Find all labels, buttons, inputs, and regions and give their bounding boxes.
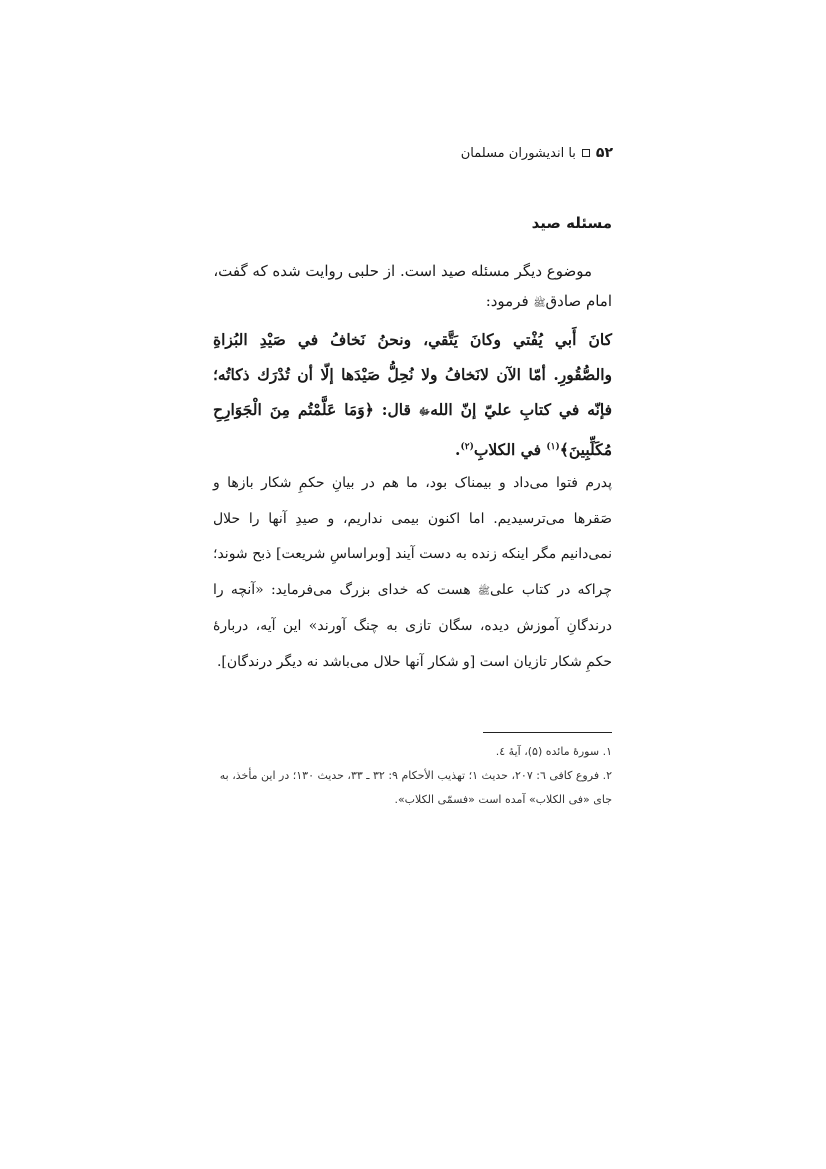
translation-part-1: پدرم فتوا می‌داد و بیمناک بود، ما هم در بیانِ حکمِ شکار بازها و صَقرها می‌ترسیدیم. اما اکنون بیمی نداریم، و صیدِ آنها را حلال نمی‌دانیم مگر اینکه زنده به دست آیند [وبراساسِ شریعت] ذبح شوند؛ چراکه در کتاب علی (213, 475, 612, 598)
salutation-symbol: ﷺ (533, 298, 546, 309)
intro-line-2 (213, 286, 612, 319)
quote-salutation-symbol: ﷻ (418, 407, 431, 418)
page-number: ۵۲ (595, 145, 613, 161)
quote-end: . (455, 440, 461, 460)
intro-paragraph (213, 256, 612, 319)
arabic-hadith-quote (213, 322, 612, 467)
quote-part-3: في الكلابِ (473, 440, 541, 460)
section-title: مسئله صید (531, 214, 612, 232)
book-title: با اندیشوران مسلمان (460, 145, 576, 161)
footnotes (213, 740, 612, 812)
footnote-text: فروع کافی ٦: ٢٠٧، حدیث ١؛ تهذیب الأحکام ٩: ٣٢ ـ ٣٣، حدیث ١٣٠؛ در این مأخذ، به جای «فی الکلاب» آمده است «فسمّی الکلاب». (219, 769, 612, 806)
footnote-number: ۱. (602, 745, 612, 758)
persian-translation (213, 466, 612, 680)
intro-said: فرمود: (485, 292, 529, 310)
quote-verse: قال: ﴿وَمَا عَلَّمْتُم مِنَ الْجَوَارِحِ مُكَلِّبِينَ﴾ (213, 400, 612, 460)
footnote-text: سورهٔ مائده (۵)، آیهٔ ٤. (495, 745, 600, 758)
footnote-2 (213, 764, 612, 812)
square-bullet-icon (582, 149, 590, 157)
footnote-separator (483, 732, 612, 733)
running-header (455, 142, 613, 164)
footnote-ref-2[interactable]: (۲) (460, 442, 474, 452)
translation-salutation-symbol: ﷺ (477, 585, 490, 597)
footnote-number: ۲. (602, 769, 612, 782)
footnote-ref-1[interactable]: (۱) (546, 442, 560, 452)
translation-part-2: هست که خدای بزرگ می‌فرماید: «آنچه را درندگانِ آموزش دیده، سگان تازی به چنگ آورند» این آیه، دربارهٔ حکمِ شکار تازیان است [و شکار آنها حلال می‌باشد نه دیگر درندگان]. (213, 581, 612, 670)
quote-part-1: كانَ أَبي يُفْتي وكانَ يَتَّقي، ونحنُ نَخافُ في صَيْدِ البُزاةِ والصُّقُورِ. أمّا الآن لانَخافُ ولا نُحِلُّ صَيْدَها إلّا أن تُدْرَك ذكاتُه؛ فإنّه في كتابِ عليّ إنّ الله (213, 330, 612, 419)
intro-imam: امام صادق (545, 292, 612, 310)
footnote-1 (213, 740, 612, 764)
intro-line-1: موضوع دیگر مسئله صید است. از حلبی روایت شده که گفت، (213, 262, 592, 280)
